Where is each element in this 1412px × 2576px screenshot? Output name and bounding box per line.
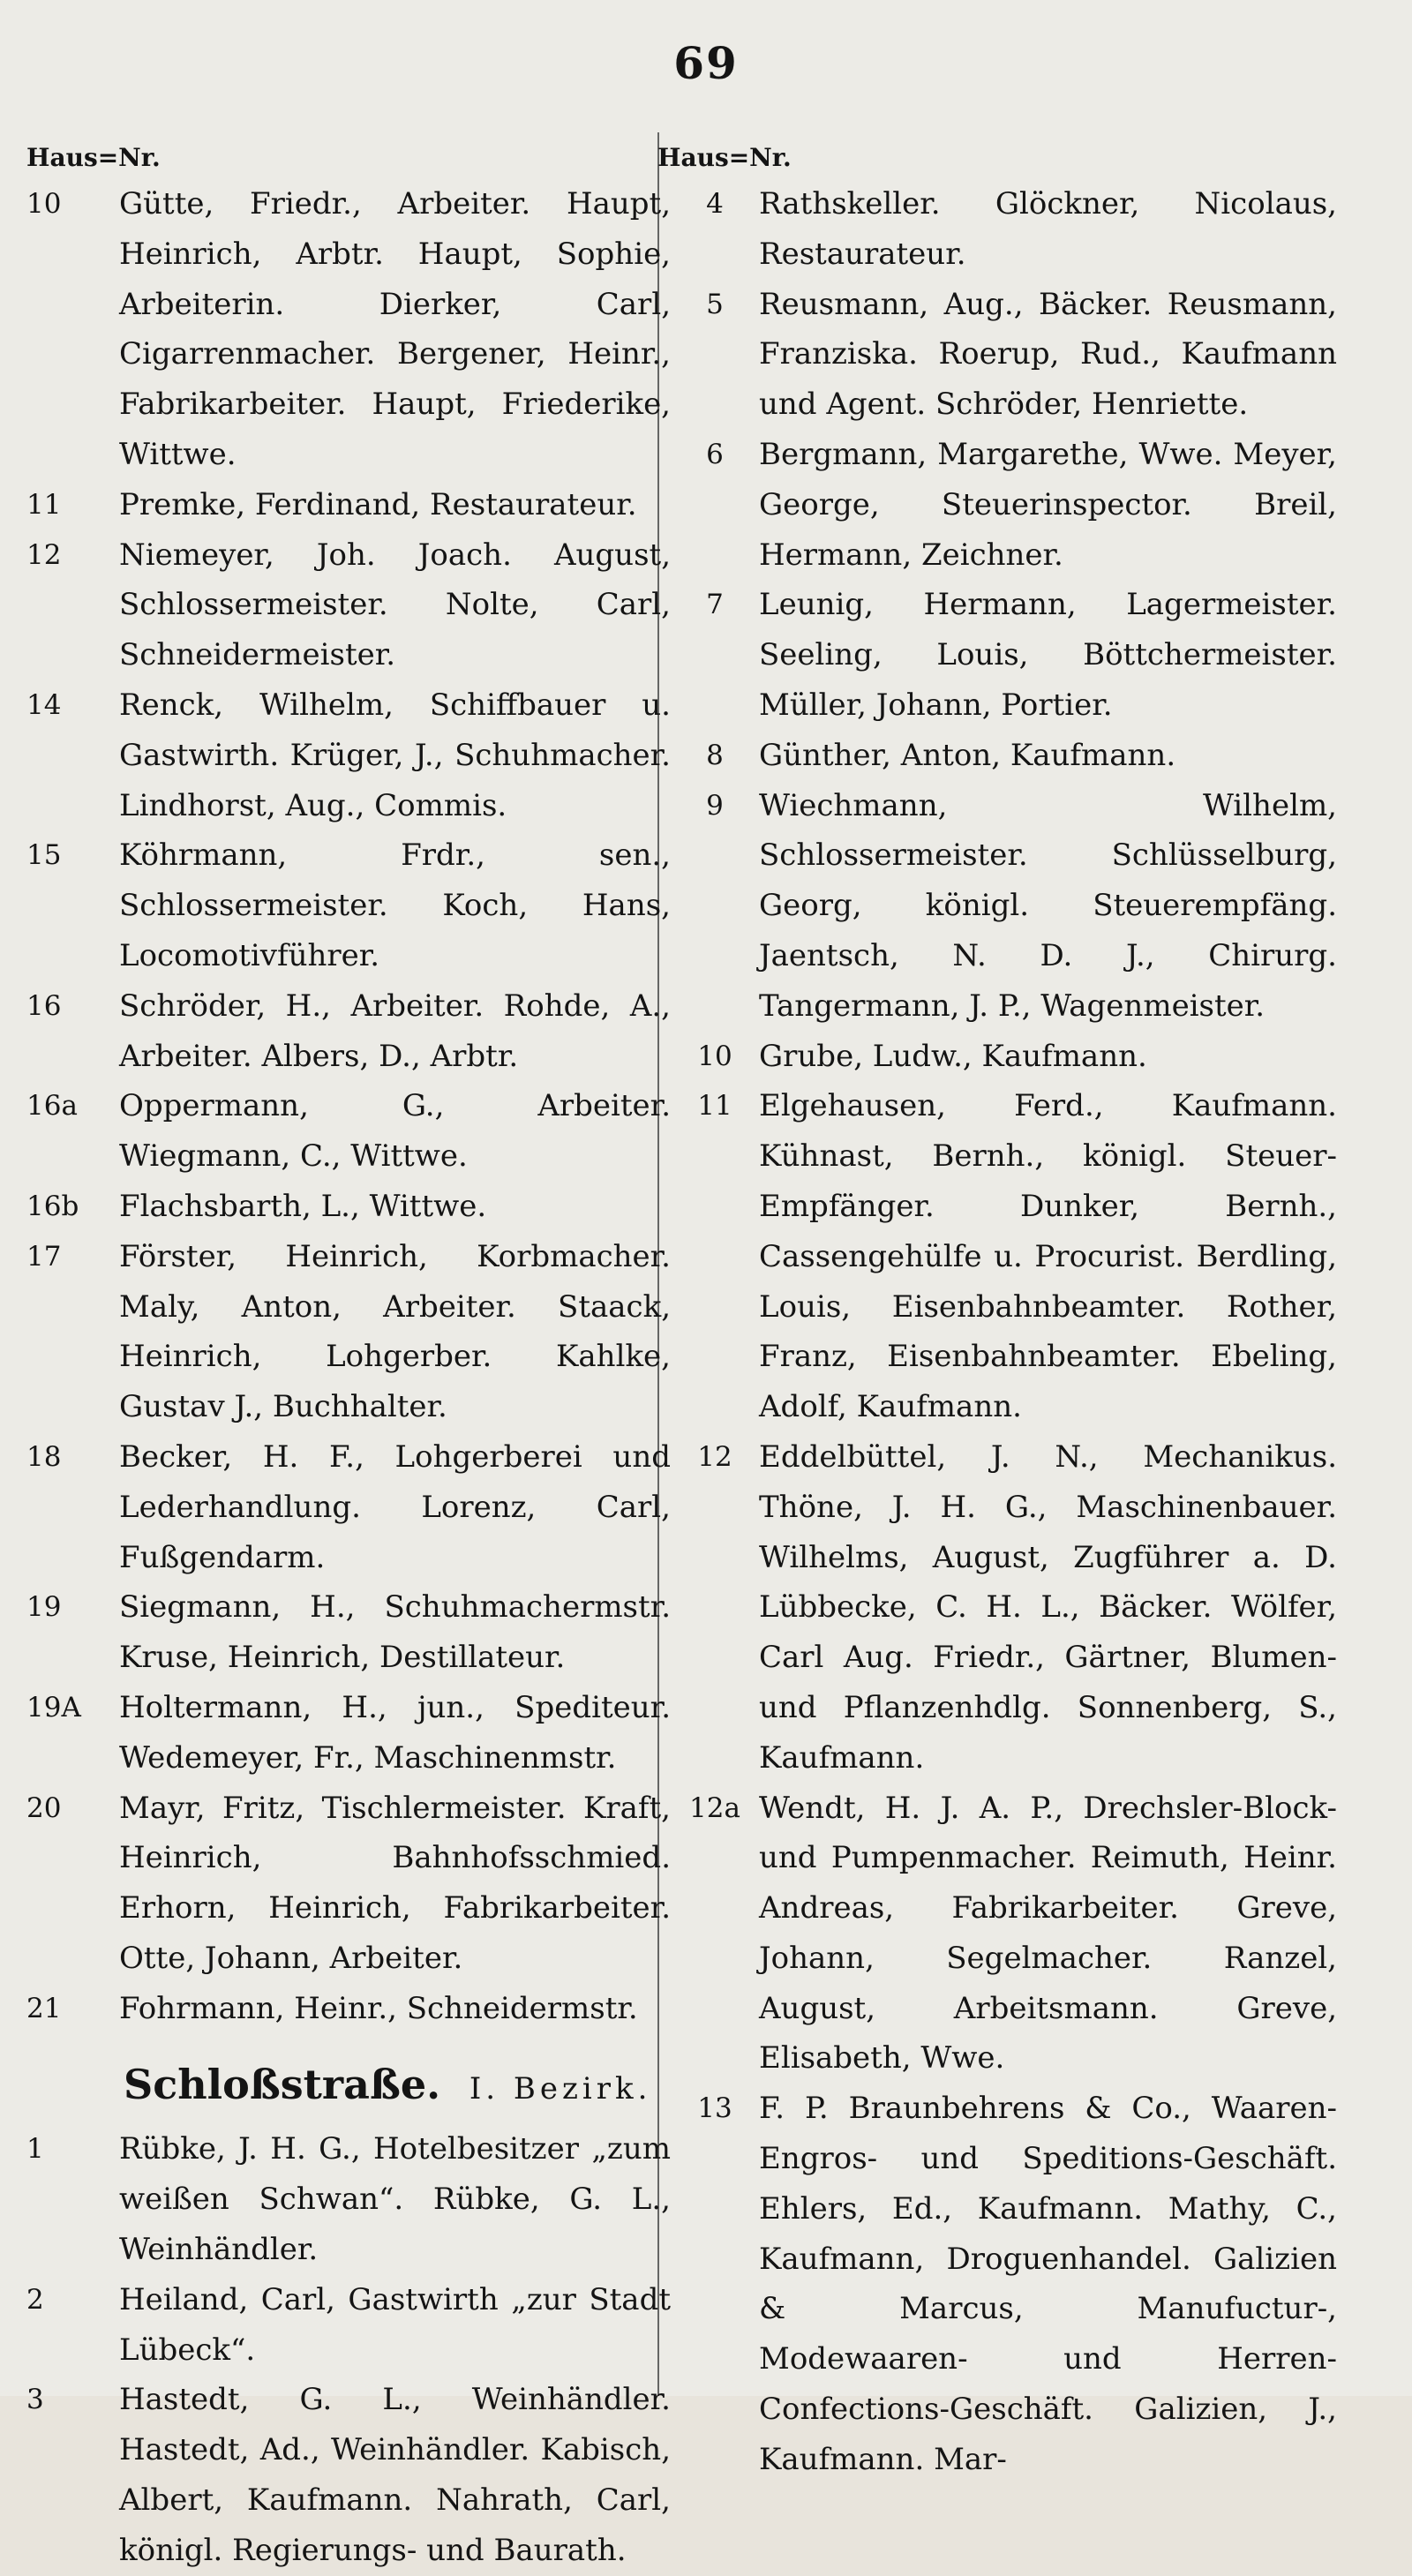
- house-number: 12: [697, 1440, 732, 1473]
- house-number: 3: [26, 2384, 44, 2416]
- right-entries: [657, 179, 1337, 2485]
- residents-text: Wendt, H. J. A. P., Drechsler-Block- und Pumpenmacher. Reimuth, Heinr. Andreas, Fabrikarbeiter. Greve, Johann, Segelmacher. Ranzel, August, Arbeitsmann. Greve, Elisabeth, Wwe.: [759, 1790, 1337, 2077]
- house-number: 19A: [26, 1691, 81, 1724]
- residents-text: Bergmann, Margarethe, Wwe. Meyer, George, Steuerinspector. Breil, Hermann, Zeichner.: [759, 436, 1337, 573]
- right-column-header: Haus=Nr.: [657, 143, 792, 172]
- left-entries-after: [26, 2124, 671, 2575]
- address-entry: [26, 1232, 671, 1432]
- residents-text: Wiechmann, Wilhelm, Schlossermeister. Schlüsselburg, Georg, königl. Steuerempfäng. Jaentsch, N. D. J., Chirurg. Tangermann, J. P., Wagenmeister.: [759, 787, 1337, 1024]
- address-entry: [26, 680, 671, 830]
- address-entry: [26, 1432, 671, 1582]
- address-entry: [26, 2275, 671, 2376]
- address-entry: [26, 480, 671, 530]
- left-column-header: Haus=Nr.: [26, 143, 161, 172]
- address-entry: [26, 1984, 671, 2034]
- left-column: [26, 137, 671, 2576]
- residents-text: Reusmann, Aug., Bäcker. Reusmann, Franziska. Roerup, Rud., Kaufmann und Agent. Schröder, Henriette.: [759, 286, 1337, 423]
- address-entry: [26, 1081, 671, 1182]
- address-entry: [657, 731, 1337, 781]
- house-number: 16: [26, 989, 62, 1022]
- address-entry: [26, 1182, 671, 1232]
- residents-text: Rübke, J. H. G., Hotelbesitzer „zum weißen Schwan“. Rübke, G. L., Weinhändler.: [119, 2131, 671, 2268]
- address-entry: [26, 1582, 671, 1683]
- street-name: Schloßstraße.: [124, 2061, 441, 2109]
- residents-text: Schröder, H., Arbeiter. Rohde, A., Arbeiter. Albers, D., Arbtr.: [119, 988, 671, 1074]
- house-number: 12: [26, 538, 62, 571]
- address-entry: [26, 830, 671, 980]
- address-entry: [657, 1032, 1337, 1082]
- house-number: 14: [26, 688, 62, 721]
- address-entry: [26, 2375, 671, 2575]
- house-number: 4: [706, 188, 724, 220]
- house-number: 12a: [689, 1791, 740, 1824]
- left-entries-before: [26, 179, 671, 2033]
- house-number: 1: [26, 2133, 44, 2166]
- address-entry: [657, 1081, 1337, 1432]
- residents-text: F. P. Braunbehrens & Co., Waaren-Engros- und Speditions-Geschäft. Ehlers, Ed., Kaufmann. Mathy, C., Kaufmann, Droguenhandel. Galizien & Marcus, Manufuctur-, Modewaaren- und Herren-Confections-Geschäft. Galizien, J., Kaufmann. Mar-: [759, 2091, 1337, 2477]
- house-number: 11: [697, 1090, 732, 1123]
- residents-text: Elgehausen, Ferd., Kaufmann. Kühnast, Bernh., königl. Steuer-Empfänger. Dunker, Bernh., Cassengehülfe u. Procurist. Berdling, Louis, Eisenbahnbeamter. Rother, Franz, Eisenbahnbeamter. Ebeling, Adolf, Kaufmann.: [759, 1088, 1337, 1425]
- house-number: 20: [26, 1791, 62, 1824]
- house-number: 7: [706, 589, 724, 621]
- residents-text: Heiland, Carl, Gastwirth „zur Stadt Lübeck“.: [119, 2281, 671, 2368]
- page-number: 69: [673, 37, 739, 89]
- residents-text: Leunig, Hermann, Lagermeister. Seeling, Louis, Böttchermeister. Müller, Johann, Portier.: [759, 587, 1337, 723]
- address-entry: [657, 430, 1337, 580]
- residents-text: Rathskeller. Glöckner, Nicolaus, Restaurateur.: [759, 186, 1337, 272]
- residents-text: Mayr, Fritz, Tischlermeister. Kraft, Heinrich, Bahnhofsschmied. Erhorn, Heinrich, Fabrikarbeiter. Otte, Johann, Arbeiter.: [119, 1790, 671, 1976]
- address-entry: [26, 1784, 671, 1984]
- right-column: [657, 137, 1337, 2485]
- residents-text: Siegmann, H., Schuhmachermstr. Kruse, Heinrich, Destillateur.: [119, 1589, 671, 1676]
- house-number: 10: [26, 188, 62, 220]
- residents-text: Grube, Ludw., Kaufmann.: [759, 1038, 1147, 1074]
- address-entry: [657, 1784, 1337, 2084]
- residents-text: Fohrmann, Heinr., Schneidermstr.: [119, 1990, 638, 2026]
- residents-text: Köhrmann, Frdr., sen., Schlossermeister. Koch, Hans, Locomotivführer.: [119, 837, 671, 973]
- address-entry: [26, 179, 671, 480]
- residents-text: Hastedt, G. L., Weinhändler. Hastedt, Ad., Weinhändler. Kabisch, Albert, Kaufmann. Nahrath, Carl, königl. Regierungs- und Baurath.: [119, 2382, 671, 2568]
- address-entry: [657, 781, 1337, 1032]
- address-entry: [657, 1432, 1337, 1784]
- residents-text: Premke, Ferdinand, Restaurateur.: [119, 486, 637, 522]
- residents-text: Gütte, Friedr., Arbeiter. Haupt, Heinrich, Arbtr. Haupt, Sophie, Arbeiterin. Dierker, Carl, Cigarrenmacher. Bergener, Heinr., Fabrikarbeiter. Haupt, Friederike, Wittwe.: [119, 186, 671, 472]
- residents-text: Flachsbarth, L., Wittwe.: [119, 1188, 487, 1224]
- house-number: 10: [697, 1040, 732, 1072]
- house-number: 21: [26, 1992, 62, 2024]
- address-entry: [26, 2124, 671, 2274]
- house-number: 16b: [26, 1190, 79, 1222]
- address-entry: [657, 179, 1337, 280]
- residents-text: Günther, Anton, Kaufmann.: [759, 737, 1176, 773]
- address-entry: [657, 580, 1337, 730]
- house-number: 15: [26, 839, 62, 872]
- residents-text: Eddelbüttel, J. N., Mechanikus. Thöne, J. H. G., Maschinenbauer. Wilhelms, August, Zugführer a. D. Lübbecke, C. H. L., Bäcker. Wölfer, Carl Aug. Friedr., Gärtner, Blumen- und Pflanzenhdlg. Sonnenberg, S., Kaufmann.: [759, 1438, 1337, 1776]
- address-entry: [26, 981, 671, 1082]
- residents-text: Oppermann, G., Arbeiter. Wiegmann, C., Wittwe.: [119, 1088, 671, 1175]
- residents-text: Renck, Wilhelm, Schiffbauer u. Gastwirth. Krüger, J., Schuhmacher. Lindhorst, Aug., Commis.: [119, 687, 671, 823]
- street-heading: [26, 2049, 671, 2124]
- house-number: 8: [706, 739, 724, 771]
- address-entry: [26, 530, 671, 680]
- house-number: 2: [26, 2283, 44, 2316]
- house-number: 13: [697, 2092, 732, 2125]
- address-entry: [657, 2084, 1337, 2484]
- residents-text: Niemeyer, Joh. Joach. August, Schlossermeister. Nolte, Carl, Schneidermeister.: [119, 537, 671, 673]
- residents-text: Förster, Heinrich, Korbmacher. Maly, Anton, Arbeiter. Staack, Heinrich, Lohgerber. Kahlke, Gustav J., Buchhalter.: [119, 1238, 671, 1425]
- house-number: 18: [26, 1440, 62, 1473]
- house-number: 6: [706, 438, 724, 470]
- address-entry: [657, 280, 1337, 430]
- residents-text: Holtermann, H., jun., Spediteur. Wedemeyer, Fr., Maschinenmstr.: [119, 1689, 671, 1776]
- house-number: 16a: [26, 1090, 78, 1123]
- house-number: 19: [26, 1591, 62, 1624]
- house-number: 5: [706, 288, 724, 320]
- house-number: 11: [26, 488, 62, 521]
- residents-text: Becker, H. F., Lohgerberei und Lederhandlung. Lorenz, Carl, Fußgendarm.: [119, 1438, 671, 1575]
- house-number: 9: [706, 789, 724, 822]
- street-district: I. Bezirk.: [469, 2071, 652, 2107]
- address-entry: [26, 1683, 671, 1784]
- house-number: 17: [26, 1240, 62, 1273]
